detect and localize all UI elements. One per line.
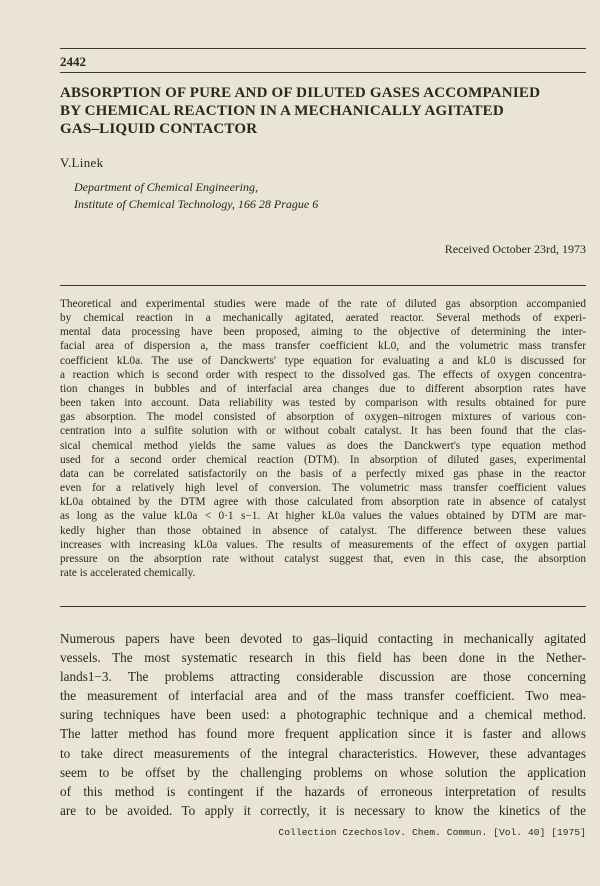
abstract-bottom-rule	[60, 606, 586, 607]
abstract-line: pressure on the absorption rate without catalyst suggest that, even in this case, the absorption	[60, 552, 586, 565]
abstract-line: as long as the value kL0a < 0·1 s−1. At higher kL0a values the values obtained by DTM are mar-	[60, 510, 586, 523]
affiliation	[74, 179, 318, 213]
abstract-line: Theoretical and experimental studies were made of the rate of diluted gas absorption accompanied	[60, 298, 586, 310]
abstract-line: gas absorption. The model consisted of absorption of oxygen–nitrogen mixtures of various con-	[60, 411, 586, 424]
abstract-line: tion changes in bubbles and of interfacial area changes due to different absorption rates have	[60, 382, 586, 395]
abstract-line: a reaction which is second order with respect to the dissolved gas. The effects of oxygen concentra-	[60, 368, 586, 381]
body-line: seem to be offset by the challenging problems on whose solution the application	[60, 764, 586, 780]
title-line: BY CHEMICAL REACTION IN A MECHANICALLY AGITATED	[60, 103, 504, 119]
abstract-line: increases with increasing kL0a values. The results of measurements of the effect of oxygen partial	[60, 538, 586, 551]
abstract-line: by chemical reaction in a mechanically agitated, aerated reactor. Several methods of experi-	[60, 312, 586, 325]
author-name: V.Linek	[60, 155, 104, 170]
abstract-line: coefficient kL0a. The use of Danckwerts' type equation for evaluating a and kL0 is discussed for	[60, 354, 586, 367]
abstract-line: centration into a sulfite solution with or without cobalt catalyst. It has been found that the clas-	[60, 425, 586, 438]
body-line: are to be avoided. To apply it correctly, it is necessary to know the kinetics of the	[60, 802, 586, 818]
abstract-top-rule	[60, 285, 586, 286]
header-rule	[60, 72, 586, 73]
abstract-line: used for a second order chemical reaction (DTM). In absorption of diluted gases, experimental	[60, 453, 586, 466]
title-line: ABSORPTION OF PURE AND OF DILUTED GASES ACCOMPANIED	[60, 85, 541, 101]
body-line: Numerous papers have been devoted to gas–liquid contacting in mechanically agitated	[60, 631, 586, 646]
affiliation-line: Institute of Chemical Technology, 166 28 Prague 6	[74, 197, 319, 211]
abstract-line: kedly higher than those obtained in absence of catalyst. The difference between these values	[60, 524, 586, 537]
body-line: The latter method has found more frequent application since it is faster and allows	[60, 726, 586, 742]
abstract	[60, 297, 586, 580]
received-date: Received October 23rd, 1973	[444, 242, 586, 256]
abstract-line: rate is accelerated chemically.	[60, 566, 196, 579]
journal-footer: Collection Czechoslov. Chem. Commun. [Vol. 40] [1975]	[278, 827, 586, 838]
abstract-line: kL0a obtained by the DTM agree with those calculated from absorption rate in absence of catalyst	[60, 496, 586, 509]
body-line: of this method is contingent if the hazards of erroneous interpretation of results	[60, 783, 586, 799]
body-line: the measurement of interfacial area and of the mass transfer coefficient. Two mea-	[60, 688, 586, 704]
title-line: GAS–LIQUID CONTACTOR	[60, 121, 258, 137]
abstract-line: data can be correlated satisfactorily on the basis of a perfectly mixed gas phase in the reactor	[60, 467, 586, 480]
body-text	[60, 629, 586, 820]
abstract-line: been taken into account. Data reliability was tested by comparison with results obtained for pure	[60, 397, 586, 410]
body-line: vessels. The most systematic research in this field has been done in the Nether-	[60, 650, 586, 666]
page-number: 2442	[60, 54, 86, 69]
affiliation-line: Department of Chemical Engineering,	[74, 180, 258, 194]
body-line: to take direct measurements of the integral characteristics. However, these advantages	[60, 745, 586, 761]
abstract-line: facial area of dispersion a, the mass transfer coefficient kL0, and the volumetric mass transfer	[60, 340, 586, 353]
abstract-line: mental data processing have been proposed, aiming to the objective of determining the inter-	[60, 326, 586, 339]
body-line: lands1−3. The problems attracting considerable discussion are those concerning	[60, 669, 586, 685]
body-line: suring techniques have been used: a photographic technique and a chemical method.	[60, 707, 586, 723]
abstract-line: sical chemical method yields the same values as does the Danckwert's type equation method	[60, 439, 586, 452]
article-title	[60, 84, 580, 138]
abstract-line: even for a relatively high level of conversion. The volumetric mass transfer coefficient values	[60, 482, 586, 495]
top-rule	[60, 48, 586, 49]
